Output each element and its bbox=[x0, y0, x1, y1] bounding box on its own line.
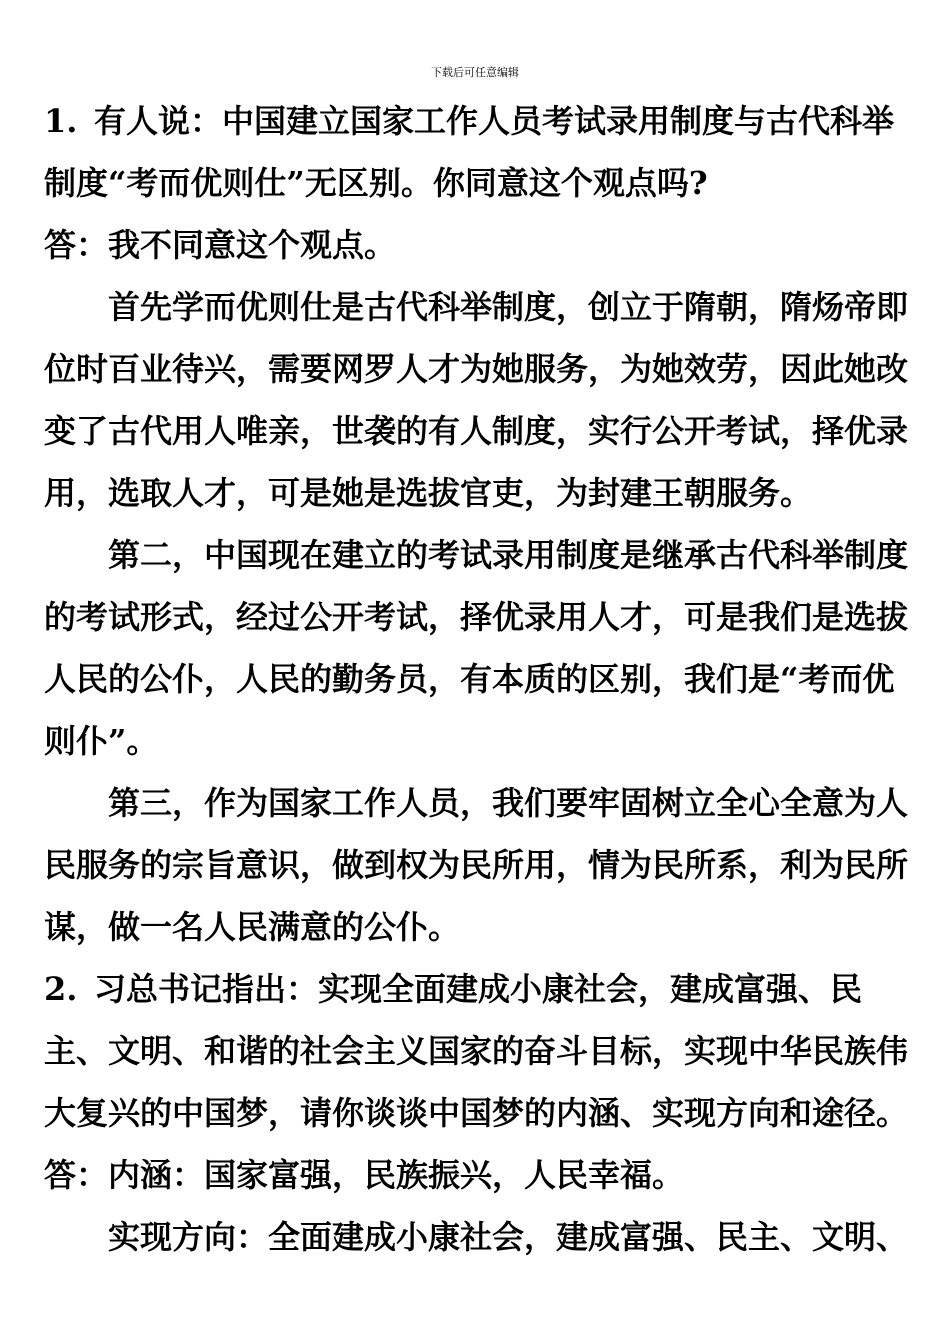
answer-1-paragraph-3: 第三，作为国家工作人员，我们要牢固树立全心全意为人民服务的宗旨意识，做到权为民所用，情为民所系，利为民所谋，做一名人民满意的公仆。 bbox=[44, 784, 909, 946]
question-2-text: 习总书记指出：实现全面建成小康社会，建成富强、民主、文明、和谐的社会主义国家的奋斗目标，实现中华民族伟大复兴的中国梦，请你谈谈中国梦的内涵、实现方向和途径。 bbox=[44, 970, 909, 1132]
document-body bbox=[44, 90, 910, 1268]
question-2-number: 2. bbox=[44, 970, 78, 1008]
answer-2-intro: 答：内涵：国家富强，民族振兴，人民幸福。 bbox=[44, 1156, 685, 1194]
answer-1-paragraph-2: 第二，中国现在建立的考试录用制度是继承古代科举制度的考试形式，经过公开考试，择优录用人才，可是我们是选拔人民的公仆，人民的勤务员，有本质的区别，我们是“考而优则仆”。 bbox=[44, 536, 909, 760]
question-2 bbox=[44, 958, 910, 1144]
page-header-note: 下载后可任意编辑 bbox=[431, 66, 519, 79]
question-1-text: 有人说：中国建立国家工作人员考试录用制度与古代科举制度“考而优则仕”无区别。你同意这个观点吗? bbox=[44, 102, 895, 202]
question-1 bbox=[44, 90, 910, 214]
answer-2-paragraph-1: 实现方向：全面建成小康社会，建成富强、民主、文明、 bbox=[108, 1218, 909, 1256]
question-1-number: 1. bbox=[44, 102, 78, 140]
answer-1-intro: 答：我不同意这个观点。 bbox=[44, 226, 397, 264]
answer-1-paragraph-1: 首先学而优则仕是古代科举制度，创立于隋朝，隋炀帝即位时百业待兴，需要网罗人才为她服务，为她效劳，因此她改变了古代用人唯亲，世袭的有人制度，实行公开考试，择优录用，选取人才，可是她是选拔官吏，为封建王朝服务。 bbox=[44, 288, 909, 512]
